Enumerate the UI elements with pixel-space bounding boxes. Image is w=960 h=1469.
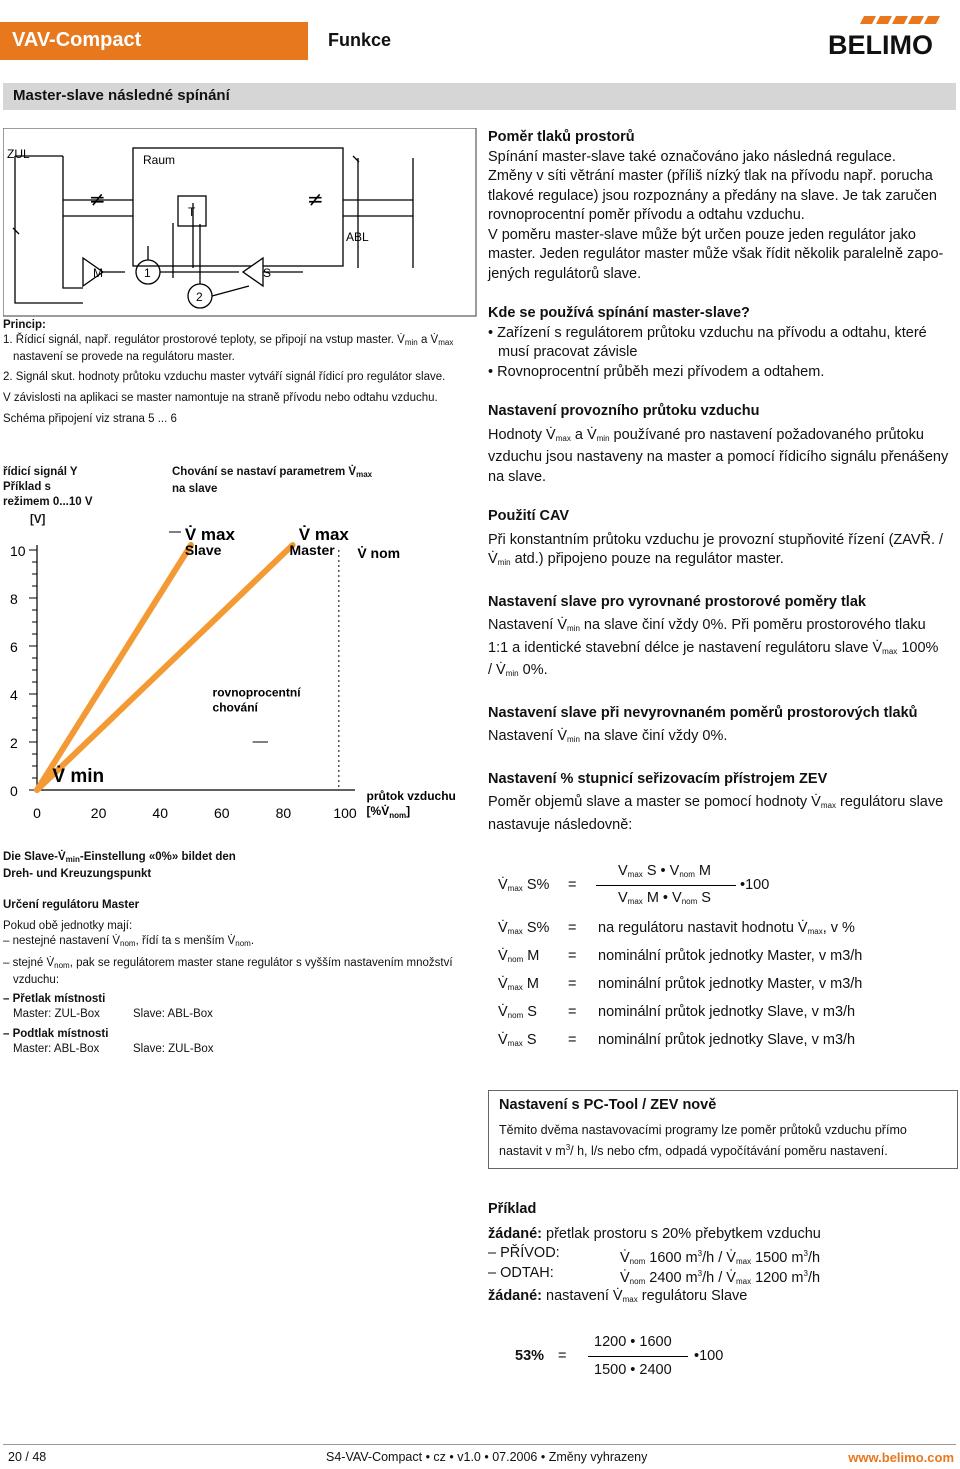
note-stejne-2: vzduchu:	[13, 974, 60, 986]
pomer-text-2: Změny v síti větrání master (příliš nízký tlak na přívodu např. porucha	[488, 168, 933, 184]
label-vmax-master: V̇ max	[298, 525, 349, 544]
definition-row	[498, 976, 958, 992]
definition-symbol: $V̇_{nom}$ S	[498, 1004, 537, 1020]
definition-row	[498, 1004, 958, 1020]
definition-eq: =	[568, 920, 577, 936]
footer-url[interactable]: www.belimo.com	[848, 1450, 954, 1465]
pretlak-row: Master: ZUL-Box Slave: ABL-Box	[13, 1008, 213, 1020]
pomer-text-1: Spínání master-slave také označováno jako následná regulace.	[488, 148, 896, 165]
left-notes	[3, 850, 473, 1057]
zev-title: Nastavení % stupnicí seřizovacím přístrojem ZEV	[488, 770, 828, 787]
zev-line-1: Poměr objemů slave a master se pomocí hodnoty $V̇_{max}$ regulátoru slave	[488, 794, 944, 810]
principle-line-2: 2. Signál skut. hodnoty průtoku vzduchu master vytváří signál řídicí pro regulátor slave.	[3, 371, 446, 383]
definition-symbol: $V̇_{max}$ S	[498, 1032, 537, 1048]
formula-block	[488, 850, 958, 1060]
product-title: VAV-Compact	[12, 29, 142, 51]
example-eq: =	[558, 1348, 567, 1364]
definition-row	[498, 948, 958, 964]
definition-symbol: $V̇_{max}$ S%	[498, 920, 550, 936]
label-x-1: průtok vzduchu	[366, 789, 456, 803]
x-tick-label: 100	[333, 805, 357, 821]
pomer-text-4: rovnoprocentní poměr přívodu a odtahu vzduchu.	[488, 207, 805, 223]
right-column	[488, 128, 958, 835]
kde-title: Kde se používá spínání master-slave?	[488, 305, 750, 321]
footer-page: 20 / 48	[8, 1450, 47, 1464]
note-stejne: – stejné $V̇_{nom}$, pak se regulátorem master stane regulátor s vyšším nastavením množství	[3, 957, 453, 970]
pomer-text-7: jených regulátorů slave.	[488, 265, 642, 282]
zev-line-2: nastavuje následovně:	[488, 816, 633, 833]
example-denominator: 1500 • 2400	[594, 1362, 672, 1378]
x-tick-label: 60	[214, 805, 230, 821]
y-tick-label: 0	[10, 783, 18, 799]
chart-ylabel: řídicí signál Y Příklad s režimem 0...10 V	[3, 466, 93, 508]
control-signal-chart	[0, 500, 480, 830]
y-tick-label: 6	[10, 639, 18, 655]
np-line-1: Hodnoty $V̇_{max}$ a $V̇_{min}$ používané pro nastavení požadovaného průtoku	[488, 426, 924, 443]
label-raum: Raum	[143, 153, 176, 167]
pomer-text-6: master. Jeden regulátor master může však řídit několik paralelně zapo-	[488, 246, 944, 262]
die-note-2: Dreh- und Kreuzungspunkt	[3, 868, 152, 880]
logo-text: BELIMO	[828, 30, 933, 58]
example-zadane-2: žádané: nastavení $V̇_{max}$ regulátoru Slave	[488, 1288, 748, 1304]
pc-tool-title: Nastavení s PC-Tool / ZEV nově	[499, 1097, 717, 1113]
definition-row	[498, 1032, 958, 1048]
pokud-line: Pokud obě jednotky mají:	[3, 920, 133, 932]
product-title-bar	[0, 22, 308, 60]
belimo-logo	[824, 14, 956, 58]
pomer-title: Poměr tlaků prostorů	[488, 129, 635, 145]
label-t: T	[188, 205, 196, 219]
example-pct: 53%	[515, 1348, 545, 1364]
cav-line-1: Při konstantním průtoku vzduchu je provozní stupňovité řízení (ZAVŘ. /	[488, 531, 944, 548]
master-slave-schematic	[3, 128, 478, 318]
cav-line-2: $V̇_{min}$ atd.) připojeno pouze na regulátor master.	[488, 551, 784, 567]
label-slave: Slave	[184, 542, 222, 558]
x-tick-label: 20	[90, 805, 107, 821]
label-m: M	[93, 266, 103, 280]
footer-divider	[3, 1444, 956, 1445]
label-x-2: $[\%V̇_{nom}]$	[366, 804, 411, 820]
x-tick-label: 40	[152, 805, 168, 821]
nev-line-1: Nastavení $V̇_{min}$ na slave činí vždy 0%.	[488, 728, 728, 744]
label-prop-1: rovnoprocentní	[212, 685, 301, 700]
cav-title: Použití CAV	[488, 508, 570, 524]
example-zadane-1: žádané: přetlak prostoru s 20% přebytkem vzduchu	[488, 1225, 821, 1242]
definition-eq: =	[568, 1004, 577, 1020]
example-block	[488, 1200, 958, 1310]
formula-lhs: $V̇_{max}$ S%	[498, 877, 550, 893]
kde-item-1: • Zařízení s regulátorem průtoku vzduchu na přívodu a odtahu, které	[488, 324, 927, 341]
label-vmin: V̇ min	[52, 766, 105, 787]
pretlak-title: – Přetlak místnosti	[3, 993, 106, 1005]
footer-doc: S4-VAV-Compact • cz • v1.0 • 07.2006 • Změny vyhrazeny	[326, 1450, 648, 1464]
definition-symbol: $V̇_{nom}$ M	[498, 948, 540, 964]
definition-eq: =	[568, 1032, 577, 1048]
principle-line-4: Schéma připojení viz strana 5 ... 6	[3, 413, 177, 425]
np-line-3: na slave.	[488, 468, 547, 485]
label-two: 2	[196, 290, 203, 304]
definition-eq: =	[568, 976, 577, 992]
definition-desc: nominální průtok jednotky Slave, v m3/h	[598, 1004, 856, 1020]
note-nestejne: – nestejné nastavení $V̇_{nom}$, řídí ta s menším $V̇_{nom}$.	[3, 935, 255, 948]
definition-row	[498, 920, 958, 936]
podtlak-title: – Podtlak místnosti	[3, 1028, 109, 1040]
vyr-line-2: 1:1 a identické stavební délce je nastavení regulátoru slave $V̇_{max}$ 100%	[488, 639, 939, 656]
example-privod: – PŘÍVOD: $V̇_{nom}$ 1600 $m^3/h$ / $V̇_{max}$ 1500 $m^3/h$	[488, 1245, 821, 1266]
nast-prov-title: Nastavení provozního průtoku vzduchu	[488, 403, 760, 419]
formula-numerator: $V_{max}$ S • $V_{nom}$ M	[618, 863, 711, 879]
principle-line-1: 1. Řídicí signál, např. regulátor prostorové teploty, se připojí na vstup master. $V̇_{min}$ a $V̇_{max}$	[3, 334, 454, 347]
y-tick-label: 4	[10, 687, 18, 703]
label-s: S	[263, 266, 272, 280]
neq-symbol-left: ≠	[89, 187, 106, 211]
podtlak-row: Master: ABL-Box Slave: ZUL-Box	[13, 1043, 214, 1055]
definition-desc: nominální průtok jednotky Master, v m3/h	[598, 976, 863, 992]
y-tick-label: 2	[10, 735, 18, 751]
pomer-text-3: tlakové regulace) jsou rozpoznány a předány na slave. Je tak zaručen	[488, 187, 937, 204]
principle-line-1b: nastavení se provede na regulátoru master.	[13, 351, 235, 363]
formula-fraction-line	[596, 885, 736, 886]
label-master: Master	[289, 542, 335, 558]
principle-block	[3, 318, 478, 427]
example-odtah: – ODTAH: $V̇_{nom}$ 2400 $m^3/h$ / $V̇_{max}$ 1200 $m^3/h$	[488, 1265, 821, 1286]
label-abl: ABL	[346, 230, 369, 244]
example-fraction-line	[588, 1356, 688, 1357]
kde-item-1b: musí pracovat závisle	[498, 344, 638, 360]
chart-yunit: [V]	[30, 514, 46, 526]
formula-denominator: $V_{max}$ M • $V_{nom}$ S	[618, 890, 711, 906]
section-title: Funkce	[328, 30, 392, 50]
example-numerator: 1200 • 1600	[594, 1334, 672, 1350]
definition-desc: na regulátoru nastavit hodnotu $V̇_{max}$, v %	[598, 920, 855, 936]
x-tick-label: 80	[275, 805, 292, 821]
principle-line-3: V závislosti na aplikaci se master namontuje na straně přívodu nebo odtahu vzduchu.	[3, 392, 438, 404]
formula-mult: •100	[740, 877, 770, 893]
label-one: 1	[144, 266, 151, 280]
y-tick-label: 10	[10, 543, 26, 559]
principle-title: Princip:	[3, 319, 46, 331]
pc-tool-box	[488, 1090, 958, 1169]
definition-desc: nominální průtok jednotky Master, v m3/h	[598, 948, 863, 964]
label-zul: ZUL	[7, 147, 30, 161]
y-tick-label: 8	[10, 591, 18, 607]
die-note-1: Die Slave-$V̇_{min}$-Einstellung «0%» bildet den	[3, 851, 236, 864]
label-vmax-slave: V̇ max	[184, 525, 235, 544]
label-prop-2: chování	[212, 700, 258, 715]
vyr-line-3: / $V̇_{min}$ 0%.	[488, 662, 548, 678]
definition-symbol: $V̇_{max}$ M	[498, 976, 539, 992]
nev-title: Nastavení slave při nevyrovnaném poměrů prostorových tlaků	[488, 704, 918, 721]
example-mult: •100	[694, 1348, 724, 1364]
pomer-text-5: V poměru master-slave může být určen pouze jeden regulátor jako	[488, 226, 916, 243]
section-banner	[3, 83, 956, 110]
banner-title: Master-slave následné spínání	[13, 87, 230, 104]
x-tick-label: 0	[33, 805, 41, 821]
example-title: Příklad	[488, 1201, 537, 1217]
kde-item-2: • Rovnoprocentní průběh mezi přívodem a odtahem.	[488, 363, 825, 380]
pc-tool-text: Těmito dvěma nastavovacími programy lze poměr průtoků vzduchu přímo nastavit v $m^3/$ h, l/s nebo cfm, odpadá vypočítávání poměru nastavení.	[499, 1123, 907, 1159]
vyr-line-1: Nastavení $V̇_{min}$ na slave činí vždy 0%. Při poměru prostorového tlaku	[488, 617, 926, 633]
chart-note: Chování se nastaví parametrem $V̇_{max}$ na slave	[172, 466, 373, 495]
urceni-title: Určení regulátoru Master	[3, 899, 140, 911]
vyr-title: Nastavení slave pro vyrovnané prostorové poměry tlak	[488, 593, 866, 610]
label-vnom: V̇ nom	[357, 545, 401, 561]
formula-eq: =	[568, 877, 577, 893]
definition-desc: nominální průtok jednotky Slave, v m3/h	[598, 1032, 856, 1048]
neq-symbol-right: ≠	[307, 187, 324, 211]
np-line-2: vzduchu jsou nastaveny na master a pomocí řídicího signálu přenášeny	[488, 449, 949, 465]
definition-eq: =	[568, 948, 577, 964]
